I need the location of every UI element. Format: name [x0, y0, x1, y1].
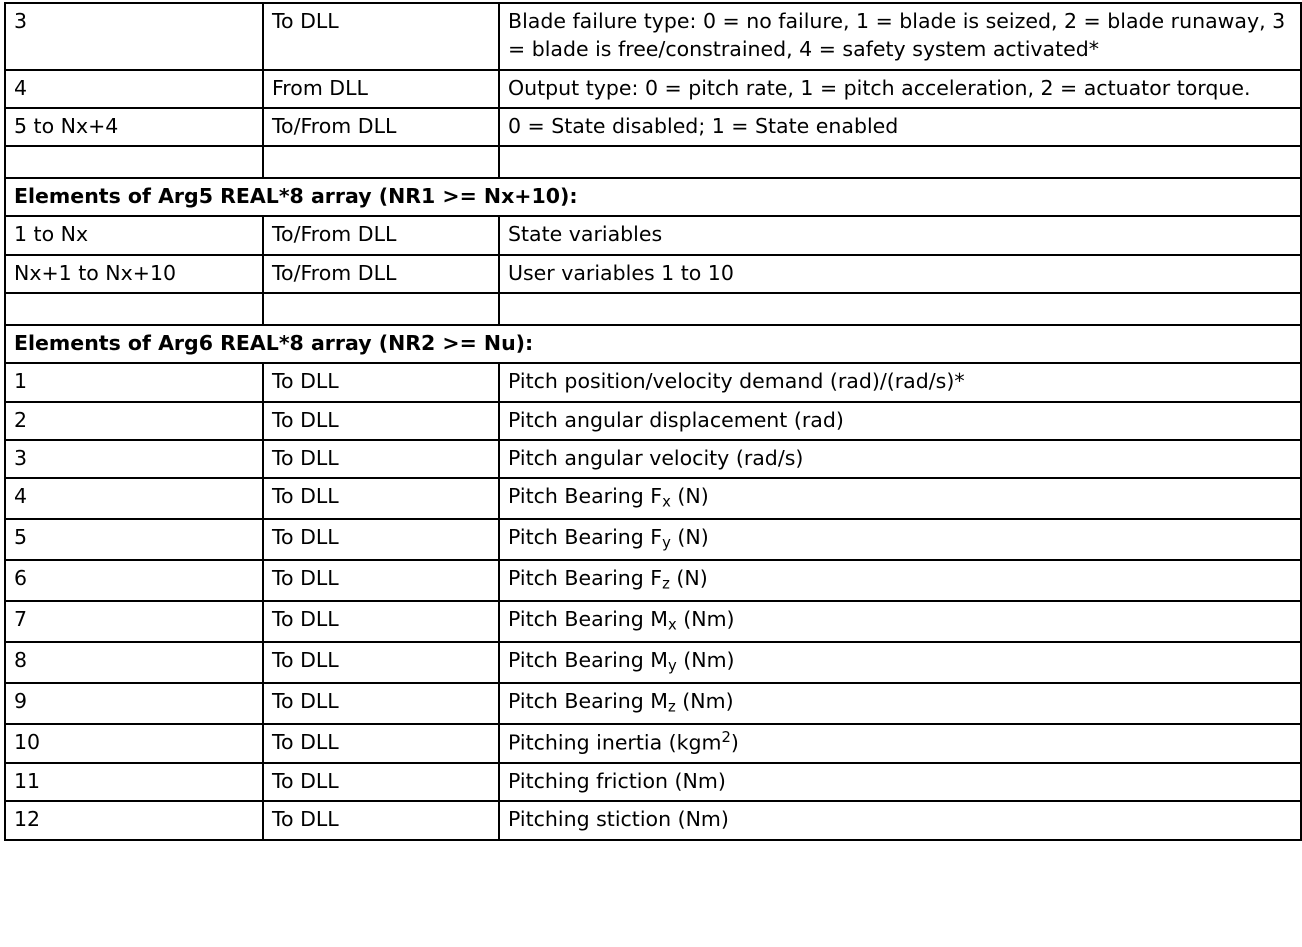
cell-description: Pitching stiction (Nm): [499, 801, 1301, 839]
cell-index: 12: [5, 801, 263, 839]
table-row: [5, 519, 1301, 560]
spacer-cell: [263, 146, 499, 178]
table-row: [5, 363, 1301, 401]
table-row: [5, 255, 1301, 293]
cell-description: Pitching inertia (kgm$^2$): [499, 724, 1301, 763]
spacer-cell: [499, 293, 1301, 325]
cell-index: 9: [5, 683, 263, 724]
cell-direction: To DLL: [263, 763, 499, 801]
cell-direction: To/From DLL: [263, 255, 499, 293]
table-row: [5, 70, 1301, 108]
cell-description: Pitch Bearing $F_y$ (N): [499, 519, 1301, 560]
cell-direction: To DLL: [263, 519, 499, 560]
cell-description: Pitch Bearing $M_x$ (Nm): [499, 601, 1301, 642]
cell-index: 3: [5, 440, 263, 478]
cell-description: User variables 1 to 10: [499, 255, 1301, 293]
cell-index: 8: [5, 642, 263, 683]
table-section-row: [5, 325, 1301, 363]
table-row: [5, 642, 1301, 683]
spacer-cell: [5, 293, 263, 325]
cell-index: 4: [5, 70, 263, 108]
table-row: [5, 3, 1301, 70]
cell-index: 7: [5, 601, 263, 642]
cell-description: Pitching friction (Nm): [499, 763, 1301, 801]
cell-direction: To/From DLL: [263, 108, 499, 146]
cell-direction: To DLL: [263, 478, 499, 519]
cell-index: 4: [5, 478, 263, 519]
cell-index: 5 to Nx+4: [5, 108, 263, 146]
cell-direction: To DLL: [263, 601, 499, 642]
table-section-row: [5, 178, 1301, 216]
cell-index: 1: [5, 363, 263, 401]
table-spacer-row: [5, 293, 1301, 325]
dll-interface-table: [4, 2, 1302, 841]
cell-index: 2: [5, 402, 263, 440]
section-title: Elements of Arg5 REAL*8 array (NR1 >= Nx+10):: [5, 178, 1301, 216]
cell-index: Nx+1 to Nx+10: [5, 255, 263, 293]
document-page: [0, 2, 1302, 841]
spacer-cell: [499, 146, 1301, 178]
table-row: [5, 801, 1301, 839]
table-row: [5, 216, 1301, 254]
cell-direction: To DLL: [263, 642, 499, 683]
cell-description: 0 = State disabled; 1 = State enabled: [499, 108, 1301, 146]
cell-index: 10: [5, 724, 263, 763]
cell-direction: To DLL: [263, 801, 499, 839]
cell-description: State variables: [499, 216, 1301, 254]
table-spacer-row: [5, 146, 1301, 178]
table-row: [5, 440, 1301, 478]
cell-description: Pitch Bearing $F_x$ (N): [499, 478, 1301, 519]
cell-index: 11: [5, 763, 263, 801]
spacer-cell: [263, 293, 499, 325]
cell-direction: To DLL: [263, 3, 499, 70]
table-row: [5, 601, 1301, 642]
table-row: [5, 683, 1301, 724]
cell-description: Output type: 0 = pitch rate, 1 = pitch acceleration, 2 = actuator torque.: [499, 70, 1301, 108]
table-row: [5, 402, 1301, 440]
table-row: [5, 763, 1301, 801]
table-row: [5, 724, 1301, 763]
cell-description: Pitch Bearing $M_z$ (Nm): [499, 683, 1301, 724]
table-body: [5, 3, 1301, 840]
cell-direction: To DLL: [263, 560, 499, 601]
cell-description: Blade failure type: 0 = no failure, 1 = blade is seized, 2 = blade runaway, 3 = blade is free/constrained, 4 = safety system activated*: [499, 3, 1301, 70]
cell-index: 3: [5, 3, 263, 70]
table-row: [5, 478, 1301, 519]
cell-direction: From DLL: [263, 70, 499, 108]
cell-direction: To DLL: [263, 724, 499, 763]
cell-direction: To DLL: [263, 402, 499, 440]
cell-index: 6: [5, 560, 263, 601]
cell-description: Pitch angular velocity (rad/s): [499, 440, 1301, 478]
cell-description: Pitch Bearing $M_y$ (Nm): [499, 642, 1301, 683]
cell-description: Pitch position/velocity demand (rad)/(rad/s)*: [499, 363, 1301, 401]
cell-index: 1 to Nx: [5, 216, 263, 254]
section-title: Elements of Arg6 REAL*8 array (NR2 >= Nu):: [5, 325, 1301, 363]
spacer-cell: [5, 146, 263, 178]
cell-description: Pitch Bearing $F_z$ (N): [499, 560, 1301, 601]
cell-direction: To DLL: [263, 363, 499, 401]
cell-direction: To DLL: [263, 683, 499, 724]
cell-description: Pitch angular displacement (rad): [499, 402, 1301, 440]
table-row: [5, 560, 1301, 601]
table-row: [5, 108, 1301, 146]
cell-direction: To/From DLL: [263, 216, 499, 254]
cell-direction: To DLL: [263, 440, 499, 478]
cell-index: 5: [5, 519, 263, 560]
